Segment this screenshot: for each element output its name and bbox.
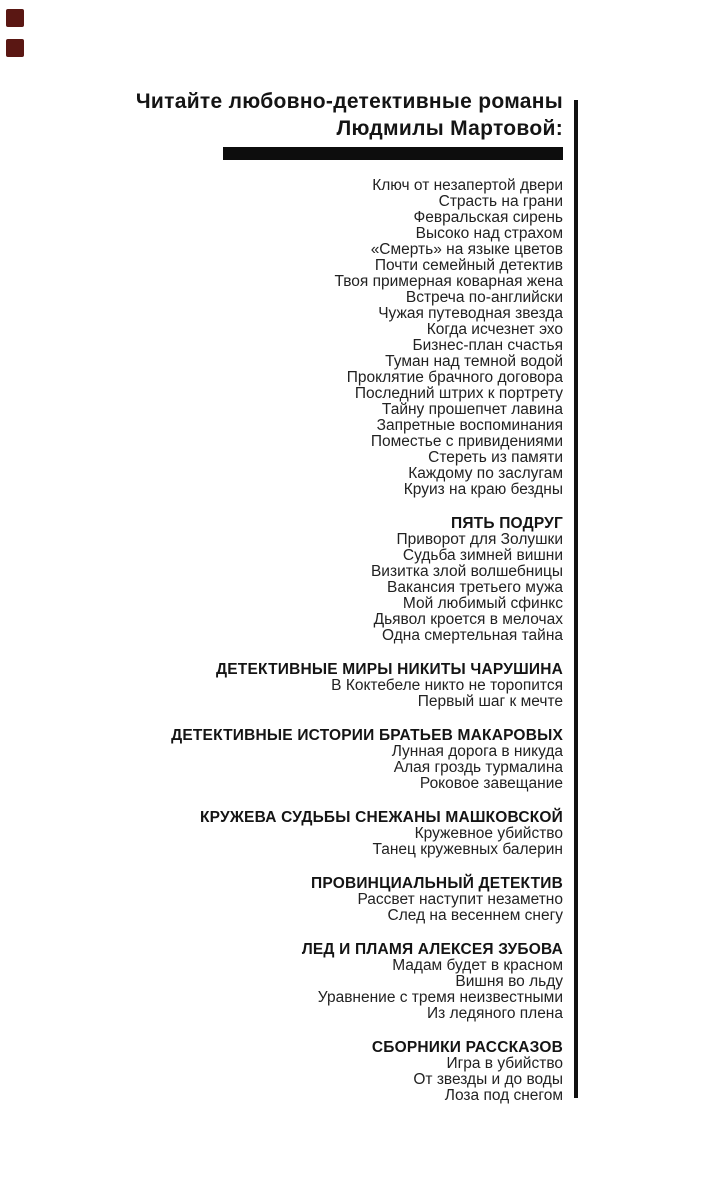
series-section [60, 942, 563, 1022]
book-title: От звезды и до воды [413, 1071, 563, 1088]
series-title: КРУЖЕВА СУДЬБЫ СНЕЖАНЫ МАШКОВСКОЙ [199, 809, 563, 826]
book-title: Мой любимый сфинкс [402, 595, 563, 612]
page-content [60, 0, 563, 1104]
series-sections [60, 516, 563, 1104]
series-section [60, 810, 563, 858]
vertical-rule [574, 100, 578, 1098]
series-title: СБОРНИКИ РАССКАЗОВ [371, 1039, 563, 1056]
book-title: Рассвет наступит незаметно [357, 891, 563, 908]
book-title: Последний штрих к портрету [354, 385, 563, 402]
book-title: Бизнес-план счастья [412, 337, 563, 354]
book-title: Февральская сирень [413, 209, 563, 226]
series-title: ДЕТЕКТИВНЫЕ МИРЫ НИКИТЫ ЧАРУШИНА [216, 661, 563, 678]
divider-bar [223, 147, 563, 160]
book-title: Уравнение с тремя неизвестными [317, 989, 563, 1006]
book-title: «Смерть» на языке цветов [370, 241, 563, 258]
book-title: Туман над темной водой [385, 353, 563, 370]
book-title: Кружевное убийство [414, 825, 563, 842]
book-title: Вакансия третьего мужа [387, 579, 563, 596]
book-title: Алая гроздь турмалина [393, 759, 563, 776]
book-title: Дьявол кроется в мелочах [373, 611, 563, 628]
book-title: Когда исчезнет эхо [426, 321, 563, 338]
corner-mark-icon [6, 9, 24, 27]
series-title: ПЯТЬ ПОДРУГ [451, 515, 563, 532]
book-title: Проклятие брачного договора [346, 369, 563, 386]
book-title: Роковое завещание [419, 775, 563, 792]
book-title: В Коктебеле никто не торопится [331, 677, 563, 694]
book-title: Страсть на грани [438, 193, 563, 210]
series-section [60, 1040, 563, 1104]
series-section [60, 728, 563, 792]
series-section [60, 662, 563, 710]
series-section [60, 876, 563, 924]
book-title: Каждому по заслугам [408, 465, 563, 482]
page-title [60, 0, 563, 142]
book-title: Одна смертельная тайна [382, 627, 563, 644]
book-title: Твоя примерная коварная жена [334, 273, 563, 290]
book-title: Из ледяного плена [427, 1005, 563, 1022]
series-title: ПРОВИНЦИАЛЬНЫЙ ДЕТЕКТИВ [311, 875, 563, 892]
book-title: Почти семейный детектив [374, 257, 563, 274]
page-title-line2: Людмилы Мартовой: [336, 117, 563, 140]
book-title: Танец кружевных балерин [372, 841, 563, 858]
book-title: Стереть из памяти [428, 449, 563, 466]
book-title: Вишня во льду [455, 973, 563, 990]
book-title: Визитка злой волшебницы [370, 563, 563, 580]
main-book-list [60, 178, 563, 498]
book-title: Чужая путеводная звезда [378, 305, 563, 322]
book-title: Поместье с привидениями [370, 433, 563, 450]
book-title: Запретные воспоминания [376, 417, 563, 434]
book-title: Высоко над страхом [415, 225, 563, 242]
book-title: Круиз на краю бездны [403, 481, 563, 498]
book-title: Мадам будет в красном [392, 957, 563, 974]
book-title: Встреча по-английски [405, 289, 563, 306]
book-title: След на весеннем снегу [387, 907, 563, 924]
book-title: Судьба зимней вишни [402, 547, 563, 564]
book-title: Первый шаг к мечте [417, 693, 563, 710]
series-title: ЛЕД И ПЛАМЯ АЛЕКСЕЯ ЗУБОВА [301, 941, 563, 958]
book-title: Приворот для Золушки [396, 531, 563, 548]
book-title: Игра в убийство [446, 1055, 563, 1072]
page-title-line1: Читайте любовно-детективные романы [135, 90, 563, 113]
corner-mark-icon [6, 39, 24, 57]
book-title: Ключ от незапертой двери [372, 177, 563, 194]
book-title: Лунная дорога в никуда [391, 743, 563, 760]
series-section [60, 516, 563, 644]
book-title: Лоза под снегом [444, 1087, 563, 1104]
book-title: Тайну прошепчет лавина [381, 401, 563, 418]
series-title: ДЕТЕКТИВНЫЕ ИСТОРИИ БРАТЬЕВ МАКАРОВЫХ [171, 727, 563, 744]
